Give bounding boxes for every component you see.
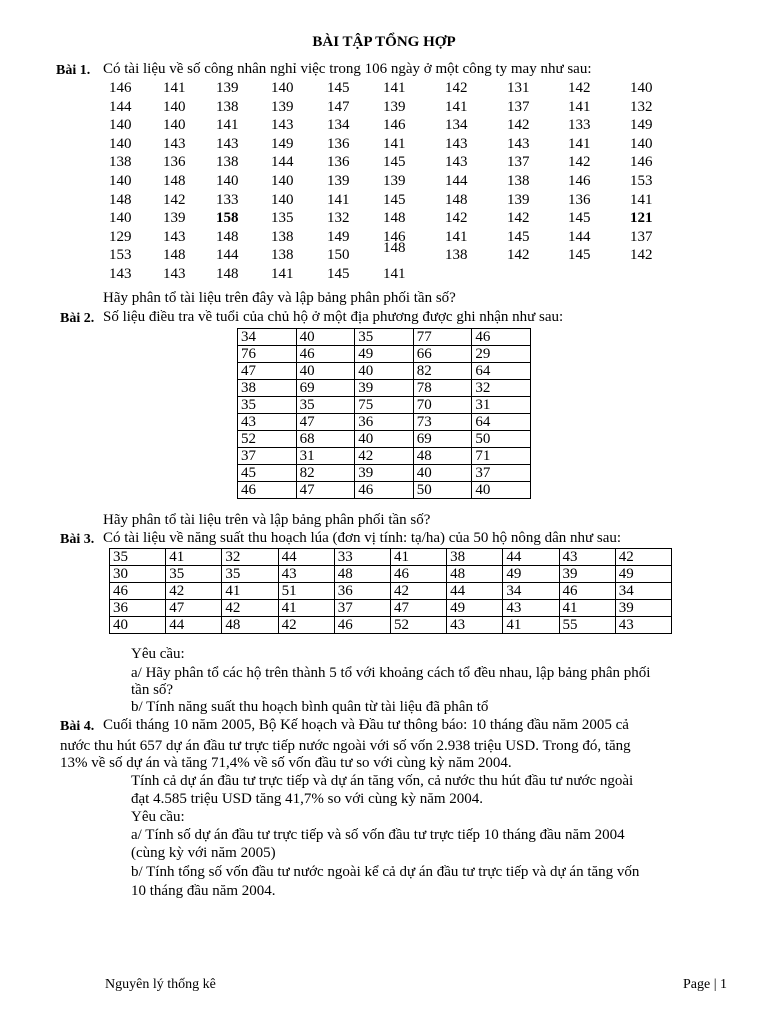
bai3-intro: Có tài liệu về năng suất thu hoạch lúa (đơn vị tính: tạ/ha) của 50 hộ nông dân như sau:: [103, 530, 622, 546]
bai3-label: Bài 3.: [60, 532, 95, 547]
bai1-data-cell: 149: [271, 135, 294, 152]
table-cell: 40: [296, 329, 355, 346]
bai1-data-cell: 143: [163, 265, 186, 282]
bai1-data-cell: 141: [383, 80, 406, 96]
table-cell: 46: [355, 482, 414, 499]
table-cell: 70: [413, 397, 472, 414]
table-cell: 30: [110, 566, 166, 583]
table-cell: 49: [447, 600, 503, 617]
bai1-data-cell: 146: [568, 172, 591, 189]
table-cell: 45: [238, 465, 297, 482]
bai1-data-cell: 140: [630, 135, 653, 152]
bai2-data-table: [237, 328, 531, 499]
table-cell: 47: [296, 482, 355, 499]
table-cell: 48: [447, 566, 503, 583]
bai1-data-cell: 150: [327, 247, 350, 264]
table-cell: 32: [222, 549, 278, 566]
table-cell: 41: [503, 617, 559, 634]
table-row: [110, 566, 672, 583]
bai1-data-cell: 148: [383, 240, 406, 257]
bai1-data-cell: 143: [507, 135, 530, 152]
table-cell: 37: [472, 465, 531, 482]
bai1-data-cell: 140: [163, 98, 186, 115]
bai1-data-cell: 141: [271, 265, 294, 282]
bai1-data-cell: 137: [507, 98, 530, 115]
bai1-data-cell: 143: [445, 135, 468, 152]
table-cell: 48: [222, 617, 278, 634]
bai1-data-cell: 141: [327, 191, 350, 208]
bai1-data-cell: 149: [327, 228, 350, 245]
table-cell: 47: [238, 363, 297, 380]
bai1-data-cell: 144: [271, 154, 294, 171]
bai1-data-cell: 142: [445, 80, 468, 96]
table-cell: 34: [238, 329, 297, 346]
table-cell: 48: [334, 566, 390, 583]
bai1-data-cell: 139: [163, 210, 186, 227]
table-cell: 77: [413, 329, 472, 346]
bai1-data-cell: 140: [109, 172, 132, 189]
table-row: [238, 431, 531, 448]
bai4-line-5: đạt 4.585 triệu USD tăng 41,7% so với cùng kỳ năm 2004.: [131, 791, 484, 807]
bai1-data-cell: 145: [327, 265, 350, 282]
bai1-data-cell: 139: [327, 172, 350, 189]
bai4-line-1: Cuối tháng 10 năm 2005, Bộ Kế hoạch và Đầu tư thông báo: 10 tháng đầu năm 2005 cả: [103, 717, 629, 733]
bai1-data-cell: 139: [383, 172, 406, 189]
table-cell: 46: [472, 329, 531, 346]
table-cell: 75: [355, 397, 414, 414]
bai1-data-cell: 140: [163, 117, 186, 134]
table-row: [110, 600, 672, 617]
table-cell: 35: [296, 397, 355, 414]
table-cell: 42: [615, 549, 671, 566]
table-cell: 41: [278, 600, 334, 617]
table-row: [238, 346, 531, 363]
table-cell: 39: [355, 380, 414, 397]
table-cell: 37: [238, 448, 297, 465]
bai1-data-cell: 138: [109, 154, 132, 171]
table-cell: 44: [278, 549, 334, 566]
bai1-data-cell: 147: [327, 98, 350, 115]
footer-page-number: Page | 1: [683, 977, 728, 992]
table-cell: 35: [166, 566, 222, 583]
bai1-data-cell: 158: [216, 210, 239, 227]
table-cell: 40: [355, 431, 414, 448]
bai1-data-cell: 141: [445, 228, 468, 245]
table-cell: 42: [355, 448, 414, 465]
bai1-data-cell: 141: [568, 98, 591, 115]
table-cell: 44: [503, 549, 559, 566]
bai1-data-cell: 139: [216, 80, 239, 96]
bai1-data-cell: 142: [568, 154, 591, 171]
bai1-data-cell: 140: [109, 117, 132, 134]
bai1-data-cell: 146: [109, 80, 132, 96]
table-row: [110, 583, 672, 600]
bai1-data-cell: 132: [327, 210, 350, 227]
table-cell: 41: [222, 583, 278, 600]
bai1-data-cell: 137: [630, 228, 653, 245]
table-cell: 39: [559, 566, 615, 583]
bai4-question-b: b/ Tính tổng số vốn đầu tư nước ngoài kể cả dự án đầu tư trực tiếp và dự án tăng vốn: [131, 864, 640, 880]
table-cell: 36: [110, 600, 166, 617]
table-cell: 43: [615, 617, 671, 634]
table-row: [238, 380, 531, 397]
bai1-data-cell: 145: [507, 228, 530, 245]
table-cell: 31: [472, 397, 531, 414]
bai1-data-cell: 139: [271, 98, 294, 115]
bai1-data-cell: 141: [216, 117, 239, 134]
bai1-data-cell: 138: [271, 247, 294, 264]
table-cell: 38: [447, 549, 503, 566]
table-cell: 40: [413, 465, 472, 482]
bai1-data-cell: 121: [630, 210, 653, 227]
table-cell: 36: [334, 583, 390, 600]
table-row: [238, 482, 531, 499]
bai1-data-cell: 142: [507, 117, 530, 134]
bai1-data-cell: 146: [630, 154, 653, 171]
bai1-data-cell: 143: [109, 265, 132, 282]
bai1-data-cell: 148: [163, 247, 186, 264]
bai1-data-cell: 148: [163, 172, 186, 189]
bai1-data-cell: 140: [271, 191, 294, 208]
bai1-data-cell: 141: [445, 98, 468, 115]
bai1-data-cell: 153: [109, 247, 132, 264]
table-cell: 47: [166, 600, 222, 617]
bai1-data-cell: 141: [383, 265, 406, 282]
table-cell: 41: [166, 549, 222, 566]
bai1-data-cell: 144: [216, 247, 239, 264]
bai1-data-cell: 136: [327, 135, 350, 152]
bai4-question-b-cont: 10 tháng đầu năm 2004.: [131, 883, 276, 899]
table-cell: 64: [472, 414, 531, 431]
table-cell: 43: [503, 600, 559, 617]
table-cell: 48: [413, 448, 472, 465]
bai2-question: Hãy phân tổ tài liệu trên và lập bảng phân phối tần số?: [103, 512, 431, 528]
bai4-requirement: Yêu cầu:: [131, 809, 185, 825]
table-cell: 46: [559, 583, 615, 600]
bai1-data-cell: 141: [568, 135, 591, 152]
bai1-data-cell: 142: [507, 210, 530, 227]
table-cell: 51: [278, 583, 334, 600]
bai1-data-cell: 142: [445, 210, 468, 227]
table-cell: 66: [413, 346, 472, 363]
table-cell: 46: [334, 617, 390, 634]
table-cell: 35: [222, 566, 278, 583]
table-cell: 41: [559, 600, 615, 617]
table-cell: 52: [390, 617, 446, 634]
bai1-data-cell: 144: [568, 228, 591, 245]
table-cell: 69: [413, 431, 472, 448]
table-cell: 42: [166, 583, 222, 600]
table-cell: 73: [413, 414, 472, 431]
bai1-data-cell: 145: [383, 191, 406, 208]
table-cell: 82: [296, 465, 355, 482]
bai4-line-3: 13% về số dự án và tăng 71,4% về số vốn đầu tư so với cùng kỳ năm 2004.: [60, 755, 512, 771]
table-cell: 41: [390, 549, 446, 566]
bai3-requirement: Yêu cầu:: [131, 646, 185, 662]
table-cell: 42: [278, 617, 334, 634]
table-cell: 50: [472, 431, 531, 448]
bai1-data-cell: 129: [109, 228, 132, 245]
bai1-data-cell: 139: [507, 191, 530, 208]
bai1-data-cell: 132: [630, 98, 653, 115]
bai1-data-cell: 134: [445, 117, 468, 134]
table-cell: 38: [238, 380, 297, 397]
bai1-data-cell: 131: [507, 80, 530, 96]
table-cell: 31: [296, 448, 355, 465]
bai1-data-cell: 140: [271, 80, 294, 96]
bai1-data-cell: 140: [216, 172, 239, 189]
bai1-data-cell: 153: [630, 172, 653, 189]
table-cell: 43: [238, 414, 297, 431]
table-cell: 42: [390, 583, 446, 600]
bai1-data-cell: 148: [445, 191, 468, 208]
table-cell: 46: [238, 482, 297, 499]
table-cell: 44: [166, 617, 222, 634]
bai1-data-cell: 140: [109, 135, 132, 152]
bai1-data-cell: 146: [383, 117, 406, 134]
table-row: [238, 448, 531, 465]
bai1-data-cell: 148: [109, 191, 132, 208]
table-row: [238, 397, 531, 414]
bai1-question: Hãy phân tổ tài liệu trên đây và lập bảng phân phối tần số?: [103, 290, 456, 306]
table-cell: 47: [296, 414, 355, 431]
bai1-data-cell: 138: [216, 98, 239, 115]
table-cell: 40: [110, 617, 166, 634]
table-row: [238, 465, 531, 482]
bai1-data-cell: 143: [216, 135, 239, 152]
table-cell: 69: [296, 380, 355, 397]
bai1-data-cell: 138: [271, 228, 294, 245]
bai1-data-cell: 148: [216, 228, 239, 245]
bai1-data-cell: 143: [445, 154, 468, 171]
table-cell: 49: [503, 566, 559, 583]
table-cell: 39: [615, 600, 671, 617]
table-row: [238, 414, 531, 431]
table-row: [110, 617, 672, 634]
table-cell: 33: [334, 549, 390, 566]
table-cell: 47: [390, 600, 446, 617]
table-cell: 46: [296, 346, 355, 363]
bai1-data-cell: 142: [568, 80, 591, 96]
bai1-data-cell: 139: [383, 98, 406, 115]
table-cell: 40: [472, 482, 531, 499]
bai1-data-cell: 133: [568, 117, 591, 134]
bai1-data-cell: 138: [507, 172, 530, 189]
table-cell: 49: [615, 566, 671, 583]
bai1-data-cell: 141: [383, 135, 406, 152]
bai1-data-cell: 137: [507, 154, 530, 171]
bai4-line-4: Tính cả dự án đầu tư trực tiếp và dự án tăng vốn, cả nước thu hút đầu tư nước ngoài: [131, 773, 634, 789]
bai1-data-cell: 140: [630, 80, 653, 96]
bai1-data-cell: 136: [568, 191, 591, 208]
table-cell: 76: [238, 346, 297, 363]
table-cell: 46: [110, 583, 166, 600]
table-cell: 44: [447, 583, 503, 600]
bai1-data-cell: 145: [568, 210, 591, 227]
table-cell: 37: [334, 600, 390, 617]
bai1-data-cell: 145: [568, 247, 591, 264]
table-cell: 35: [355, 329, 414, 346]
bai4-question-a-cont: (cùng kỳ với năm 2005): [131, 845, 276, 861]
table-cell: 35: [238, 397, 297, 414]
bai1-data-cell: 149: [630, 117, 653, 134]
bai4-label: Bài 4.: [60, 719, 95, 734]
table-cell: 55: [559, 617, 615, 634]
bai1-data-cell: 140: [271, 172, 294, 189]
bai1-data-cell: 145: [383, 154, 406, 171]
bai4-line-2: nước thu hút 657 dự án đầu tư trực tiếp nước ngoài với số vốn 2.938 triệu USD. Trong đó, tăng: [60, 738, 631, 754]
table-cell: 35: [110, 549, 166, 566]
table-cell: 71: [472, 448, 531, 465]
table-cell: 40: [355, 363, 414, 380]
bai1-data-cell: 141: [630, 191, 653, 208]
page-title: BÀI TẬP TỔNG HỢP: [312, 34, 456, 50]
table-row: [110, 549, 672, 566]
table-row: [238, 329, 531, 346]
bai3-question-a: a/ Hãy phân tổ các hộ trên thành 5 tổ với khoảng cách tổ đều nhau, lập bảng phân phối: [131, 665, 651, 681]
bai3-data-table: [109, 548, 672, 634]
bai1-data-cell: 136: [327, 154, 350, 171]
bai1-data-cell: 138: [216, 154, 239, 171]
table-cell: 39: [355, 465, 414, 482]
table-cell: 46: [390, 566, 446, 583]
bai1-data-cell: 144: [445, 172, 468, 189]
bai1-data-cell: 148: [216, 265, 239, 282]
table-cell: 29: [472, 346, 531, 363]
bai1-data-cell: 135: [271, 210, 294, 227]
table-cell: 43: [447, 617, 503, 634]
table-cell: 49: [355, 346, 414, 363]
bai1-data-cell: 142: [507, 247, 530, 264]
bai4-question-a: a/ Tính số dự án đầu tư trực tiếp và số vốn đầu tư trực tiếp 10 tháng đầu năm 2004: [131, 827, 625, 843]
table-cell: 32: [472, 380, 531, 397]
table-cell: 36: [355, 414, 414, 431]
table-cell: 50: [413, 482, 472, 499]
table-row: [238, 363, 531, 380]
bai1-data-cell: 144: [109, 98, 132, 115]
table-cell: 68: [296, 431, 355, 448]
table-cell: 40: [296, 363, 355, 380]
bai3-question-b: b/ Tính năng suất thu hoạch bình quân từ tài liệu đã phân tổ: [131, 699, 489, 715]
table-cell: 52: [238, 431, 297, 448]
bai1-data-cell: 143: [163, 135, 186, 152]
bai1-data-cell: 146: [383, 228, 406, 245]
bai1-data-cell: 136: [163, 154, 186, 171]
table-cell: 64: [472, 363, 531, 380]
bai1-data-cell: 145: [327, 80, 350, 96]
footer-left: Nguyên lý thống kê: [105, 977, 216, 992]
bai3-question-a-cont: tần số?: [131, 682, 174, 698]
bai1-data-cell: 134: [327, 117, 350, 134]
table-cell: 43: [559, 549, 615, 566]
bai1-data-cell: 148: [383, 210, 406, 227]
bai1-data-cell: 143: [271, 117, 294, 134]
bai1-intro: Có tài liệu về số công nhân nghỉ việc trong 106 ngày ở một công ty may như sau:: [103, 61, 592, 77]
bai1-data-cell: 142: [163, 191, 186, 208]
table-cell: 43: [278, 566, 334, 583]
bai2-label: Bài 2.: [60, 311, 95, 326]
table-cell: 34: [503, 583, 559, 600]
bai1-label: Bài 1.: [56, 63, 91, 78]
bai1-data-cell: 141: [163, 80, 186, 96]
bai1-data-cell: 133: [216, 191, 239, 208]
table-cell: 42: [222, 600, 278, 617]
table-cell: 82: [413, 363, 472, 380]
bai1-data-cell: 143: [163, 228, 186, 245]
table-cell: 34: [615, 583, 671, 600]
bai1-data-cell: 142: [630, 247, 653, 264]
bai1-data-cell: 140: [109, 210, 132, 227]
table-cell: 78: [413, 380, 472, 397]
bai2-intro: Số liệu điều tra về tuổi của chủ hộ ở một địa phương được ghi nhận như sau:: [103, 309, 564, 325]
bai1-data-cell: 138: [445, 247, 468, 264]
